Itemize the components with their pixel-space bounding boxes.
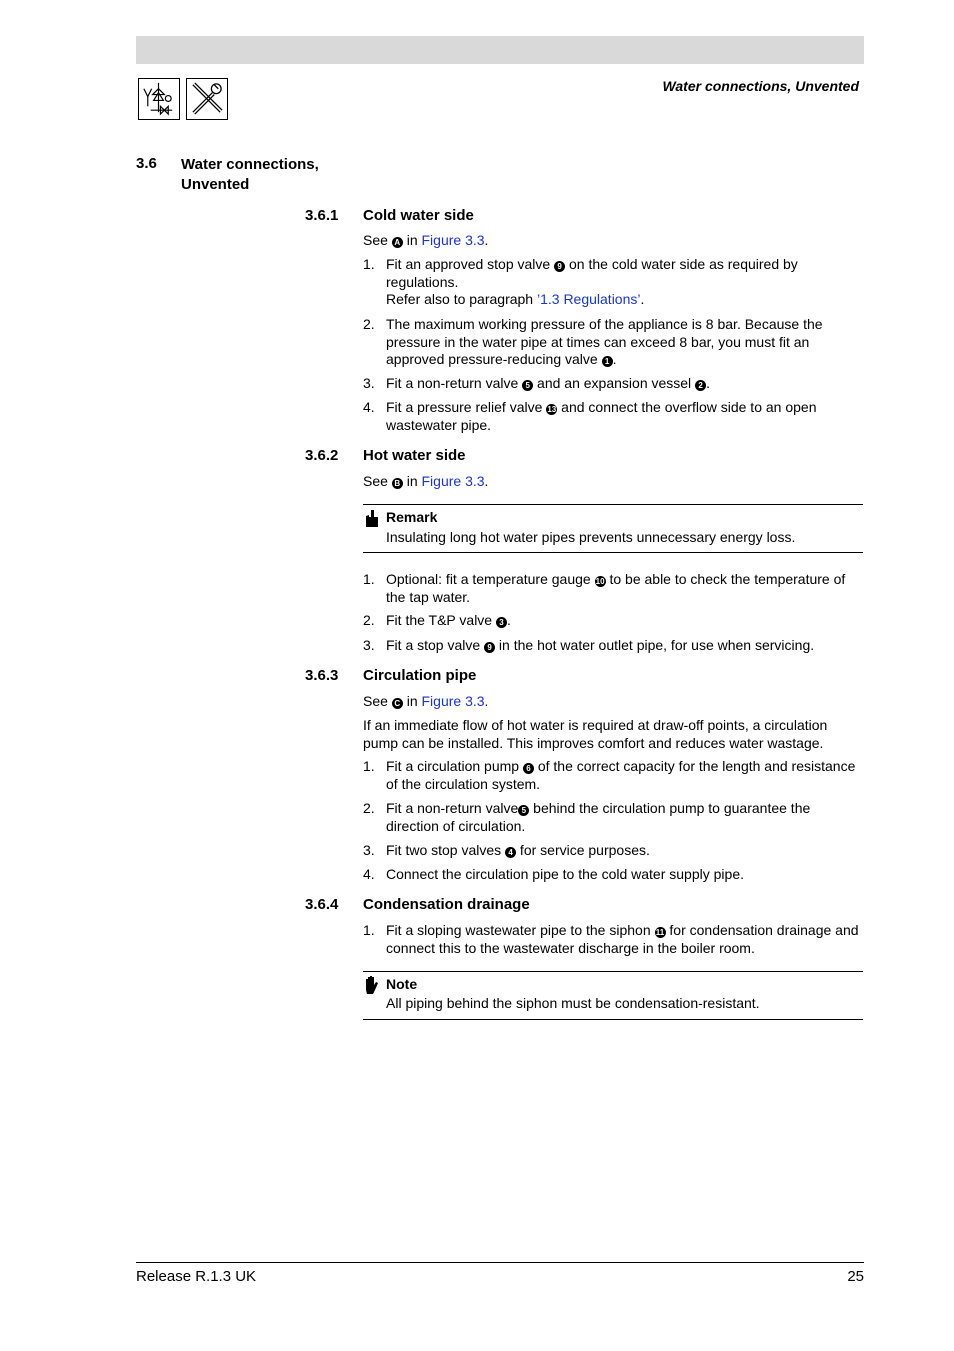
section-number: 3.6	[136, 155, 157, 172]
marker: 5	[518, 805, 529, 816]
list-item: Fit a non-return valve 5 behind the circulation pump to guarantee the direction of circulation.	[386, 800, 811, 834]
figure-link[interactable]: Figure 3.3	[421, 473, 485, 489]
subsection-title: Circulation pipe	[363, 667, 477, 684]
header-bar	[136, 36, 864, 64]
list-item: The maximum working pressure of the appliance is 8 bar. Because the pressure in the water pipe at times can exceed 8 bar, you must fit an approved pressure-reducing valve 1 .	[386, 316, 823, 367]
page-number: 25	[847, 1268, 864, 1285]
list-number: 4.	[363, 866, 375, 882]
marker: 2	[695, 380, 706, 391]
installation-diagram-icon	[138, 78, 180, 120]
remark-bottom-rule	[363, 552, 863, 553]
list-number: 3.	[363, 637, 375, 653]
subsection-title: Cold water side	[363, 207, 474, 224]
marker: 13	[547, 405, 557, 414]
list-number: 1.	[363, 571, 375, 587]
footer-rule	[136, 1262, 864, 1263]
footer-release: Release R.1.3 UK	[136, 1268, 257, 1285]
marker: 11	[655, 928, 665, 937]
list-item: Fit two stop valves 4 for service purposes.	[386, 842, 650, 858]
see-figure-line: See B in Figure 3.3.	[363, 473, 489, 489]
note-text: All piping behind the siphon must be condensation-resistant.	[386, 995, 760, 1011]
remark-text: Insulating long hot water pipes prevents unnecessary energy loss.	[386, 529, 796, 545]
marker: 6	[523, 763, 534, 774]
list-number: 1.	[363, 922, 375, 938]
stop-hand-icon	[363, 975, 381, 995]
marker: 9	[484, 642, 495, 653]
marker-a: A	[392, 237, 403, 248]
marker: 5	[522, 380, 533, 391]
section-title-line2: Unvented	[181, 176, 250, 193]
regulations-link[interactable]: ’1.3 Regulations’	[536, 291, 641, 307]
note-title: Note	[386, 976, 418, 992]
list-number: 2.	[363, 612, 375, 628]
list-item: Optional: fit a temperature gauge 10 to be able to check the temperature of the tap water.	[386, 571, 846, 605]
marker: 1	[602, 356, 613, 367]
marker: 9	[554, 261, 565, 272]
list-item: Connect the circulation pipe to the cold water supply pipe.	[386, 866, 744, 882]
list-item: Fit an approved stop valve 9 on the cold water side as required by regulations. Refer also to paragraph ’1.3 Regulations’.	[386, 256, 798, 307]
see-figure-line: See A in Figure 3.3.	[363, 232, 489, 248]
list-item: Fit a sloping wastewater pipe to the siphon 11 for condensation drainage and connect this to the wastewater discharge in the boiler room.	[386, 922, 859, 956]
subsection-number: 3.6.3	[305, 667, 339, 684]
marker: 10	[595, 577, 605, 586]
list-number: 2.	[363, 800, 375, 816]
list-item: Fit a pressure relief valve 13 and connect the overflow side to an open wastewater pipe.	[386, 399, 817, 433]
list-number: 3.	[363, 375, 375, 391]
pointing-hand-icon	[363, 508, 381, 528]
section-title-line1: Water connections,	[181, 156, 319, 173]
see-figure-line: See C in Figure 3.3.	[363, 693, 489, 709]
remark-title: Remark	[386, 509, 438, 525]
list-item: Fit the T&P valve 3 .	[386, 612, 511, 628]
subsection-number: 3.6.1	[305, 207, 339, 224]
tools-icon	[186, 78, 228, 120]
header-title: Water connections, Unvented	[662, 78, 859, 94]
list-number: 2.	[363, 316, 375, 332]
subsection-number: 3.6.4	[305, 896, 339, 913]
subsection-number: 3.6.2	[305, 447, 339, 464]
list-number: 1.	[363, 758, 375, 774]
list-item: Fit a stop valve 9 in the hot water outlet pipe, for use when servicing.	[386, 637, 815, 653]
subsection-title: Condensation drainage	[363, 896, 530, 913]
figure-link[interactable]: Figure 3.3	[421, 232, 485, 248]
list-item: Fit a circulation pump 6 of the correct capacity for the length and resistance of the circulation system.	[386, 758, 856, 792]
list-number: 4.	[363, 399, 375, 415]
marker: 3	[496, 617, 507, 628]
section-title	[181, 155, 381, 195]
note-bottom-rule	[363, 1019, 863, 1020]
marker-c: C	[392, 698, 403, 709]
marker: 4	[505, 847, 516, 858]
note-top-rule	[363, 971, 863, 972]
list-number: 1.	[363, 256, 375, 272]
marker-b: B	[392, 478, 403, 489]
list-item: Fit a non-return valve 5 and an expansion vessel 2 .	[386, 375, 710, 391]
list-number: 3.	[363, 842, 375, 858]
figure-link[interactable]: Figure 3.3	[421, 693, 485, 709]
remark-top-rule	[363, 504, 863, 505]
intro-paragraph: If an immediate flow of hot water is required at draw-off points, a circulation pump can be installed. This improves comfort and reduces water wastage.	[363, 717, 828, 751]
subsection-title: Hot water side	[363, 447, 466, 464]
